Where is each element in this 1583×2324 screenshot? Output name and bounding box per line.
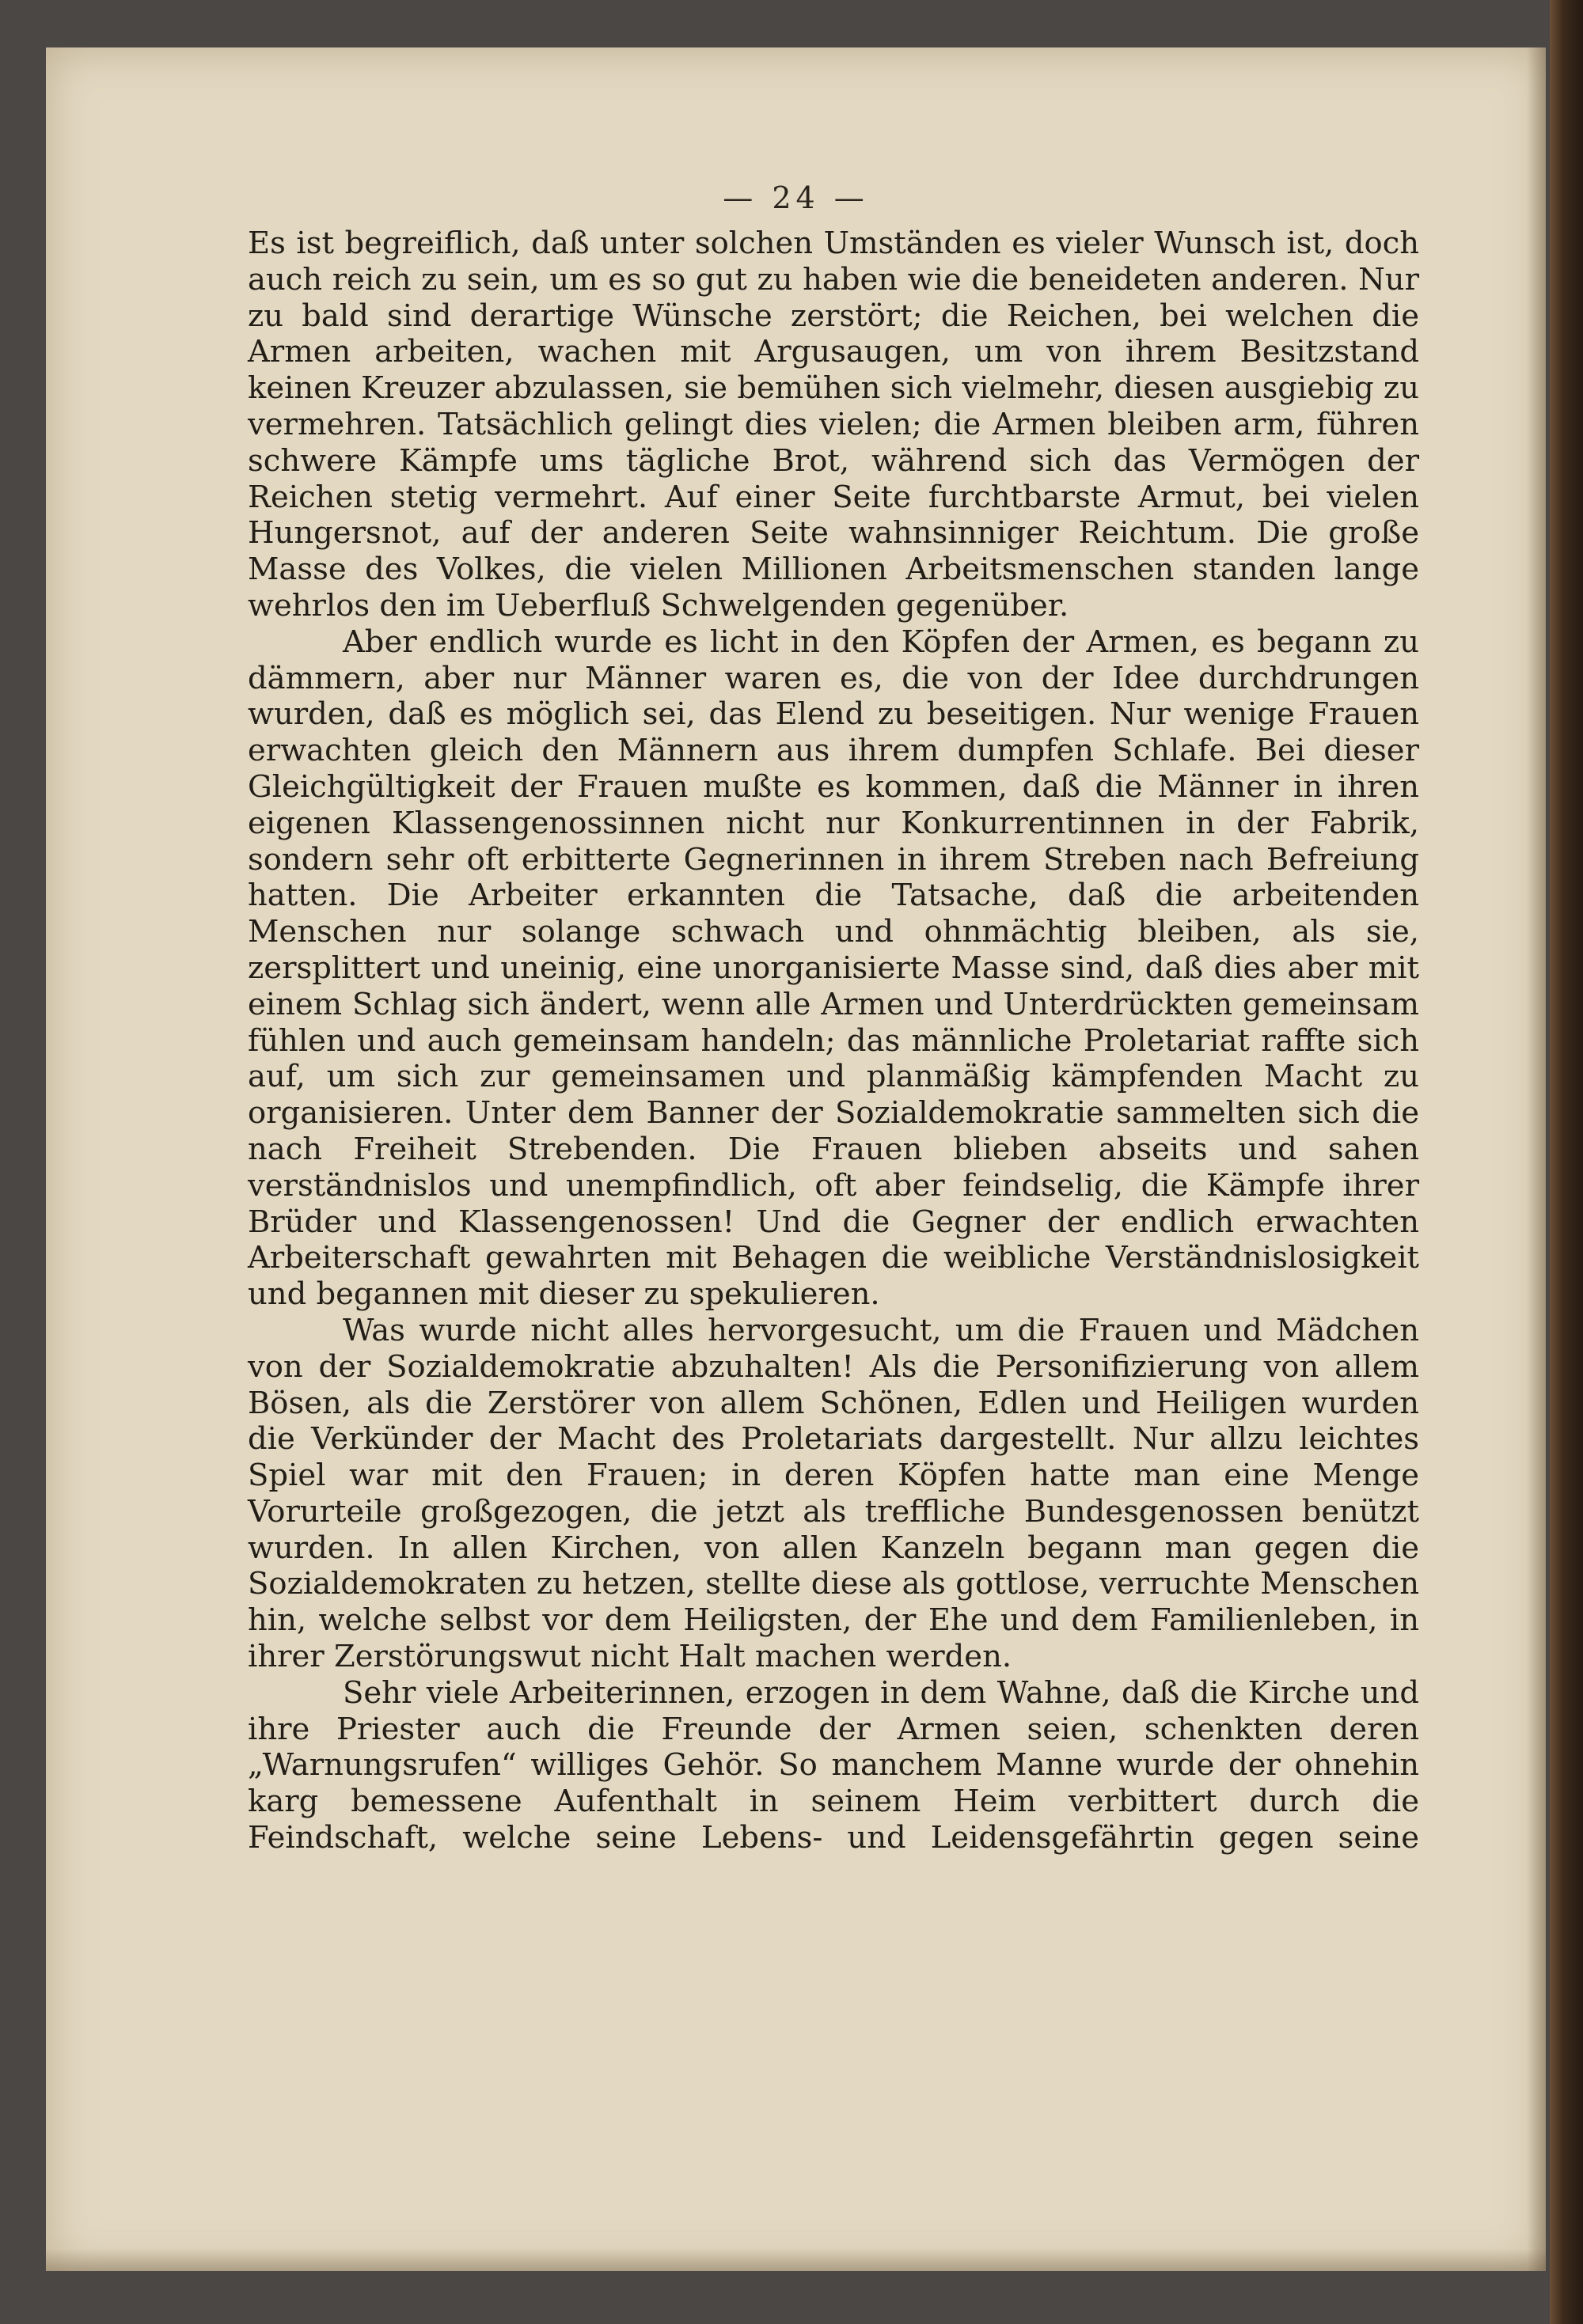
page-gutter-shadow	[1527, 47, 1546, 2271]
body-text	[248, 226, 1419, 1856]
page-number: — 24 —	[723, 180, 869, 215]
book-page	[46, 47, 1546, 2271]
paragraph-3: Was wurde nicht alles hervorgesucht, um die Frauen und Mädchen von der Sozialdemokratie abzuhalten! Als die Personifizierung von allem Bösen, als die Zerstörer von allem Schönen, Edlen und Heiligen wurden die Verkünder der Macht des Proletariats dargestellt. Nur allzu leichtes Spiel war mit den Frauen; in deren Köpfen hatte man eine Menge Vorurteile großgezogen, die jetzt als treffliche Bundesgenossen benützt wurden. In allen Kirchen, von allen Kanzeln begann man gegen die Sozialdemokraten zu hetzen, stellte diese als gottlose, verruchte Menschen hin, welche selbst vor dem Heiligsten, der Ehe und dem Familienleben, in ihrer Zerstörungswut nicht Halt machen werden.	[248, 1312, 1419, 1675]
paragraph-4: Sehr viele Arbeiterinnen, erzogen in dem Wahne, daß die Kirche und ihre Priester auch die Freunde der Armen seien, schenkten deren „Warnungsrufen“ williges Gehör. So manchem Manne wurde der ohnehin karg bemessene Aufenthalt in seinem Heim verbittert durch die Feindschaft, welche seine Lebens- und Leidensgefährtin gegen seine	[248, 1674, 1419, 1856]
paragraph-2: Aber endlich wurde es licht in den Köpfen der Armen, es begann zu dämmern, aber nur Männer waren es, die von der Idee durchdrungen wurden, daß es möglich sei, das Elend zu beseitigen. Nur wenige Frauen erwachten gleich den Männern aus ihrem dumpfen Schlafe. Bei dieser Gleichgültigkeit der Frauen mußte es kommen, daß die Männer in ihren eigenen Klassengenossinnen nicht nur Konkurrentinnen in der Fabrik, sondern sehr oft erbitterte Gegnerinnen in ihrem Streben nach Befreiung hatten. Die Arbeiter erkannten die Tatsache, daß die arbeitenden Menschen nur solange schwach und ohnmächtig bleiben, als sie, zersplittert und uneinig, eine unorganisierte Masse sind, daß dies aber mit einem Schlag sich ändert, wenn alle Armen und Unterdrückten gemeinsam fühlen und auch gemeinsam handeln; das männliche Proletariat raffte sich auf, um sich zur gemeinsamen und planmäßig kämpfenden Macht zu organisieren. Unter dem Banner der Sozialdemokratie sammelten sich die nach Freiheit Strebenden. Die Frauen blieben abseits und sahen verständnislos und unempfindlich, oft aber feindselig, die Kämpfe ihrer Brüder und Klassengenossen! Und die Gegner der endlich erwachten Arbeiterschaft gewahrten mit Behagen die weibliche Verständnislosigkeit und begannen mit dieser zu spekulieren.	[248, 624, 1419, 1313]
page-bottom-edge	[46, 2249, 1546, 2271]
paragraph-1: Es ist begreiflich, daß unter solchen Umständen es vieler Wunsch ist, doch auch reich zu sein, um es so gut zu haben wie die beneideten anderen. Nur zu bald sind derartige Wünsche zerstört; die Reichen, bei welchen die Armen arbeiten, wachen mit Argusaugen, um von ihrem Besitzstand keinen Kreuzer abzulassen, sie bemühen sich vielmehr, diesen ausgiebig zu vermehren. Tatsächlich gelingt dies vielen; die Armen bleiben arm, führen schwere Kämpfe ums tägliche Brot, während sich das Vermögen der Reichen stetig vermehrt. Auf einer Seite furchtbarste Armut, bei vielen Hungersnot, auf der anderen Seite wahnsinniger Reichtum. Die große Masse des Volkes, die vielen Millionen Arbeitsmenschen standen lange wehrlos den im Ueberfluß Schwelgenden gegenüber.	[248, 226, 1419, 624]
scan-background-edge	[1550, 0, 1583, 2324]
